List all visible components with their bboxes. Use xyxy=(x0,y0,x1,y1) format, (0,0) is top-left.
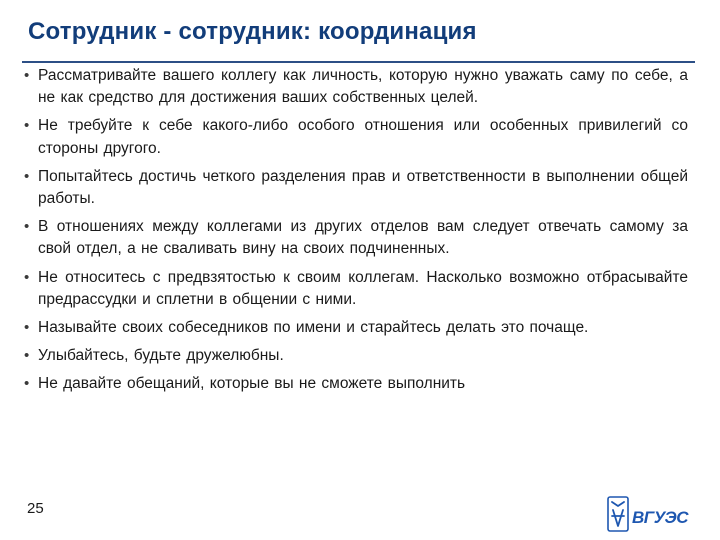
bullet-item xyxy=(24,317,688,339)
bullet-dot-icon: • xyxy=(24,268,30,286)
bullet-text: Рассматривайте вашего коллегу как личность, которую нужно уважать саму по себе, а не как средство для достижения ваших собственных целей. xyxy=(38,67,688,107)
university-logo-icon xyxy=(607,496,697,534)
bullet-dot-icon: • xyxy=(24,67,30,84)
bullet-text: Не требуйте к себе какого-либо особого отношения или особенных привилегий со стороны другого. xyxy=(38,117,688,157)
bullet-dot-icon: • xyxy=(24,218,30,236)
title-divider xyxy=(22,61,695,63)
bullet-text: Попытайтесь достичь четкого разделения прав и ответственности в выполнении общей работы. xyxy=(38,167,688,208)
bullet-dot-icon: • xyxy=(24,347,30,365)
bullet-item xyxy=(24,65,688,109)
page-number: 25 xyxy=(27,500,44,517)
bullet-item xyxy=(24,115,688,159)
bullet-list xyxy=(24,65,688,402)
bullet-dot-icon: • xyxy=(24,167,30,185)
logo-text: ВГУЭС xyxy=(632,508,688,527)
bullet-text: В отношениях между коллегами из других отделов вам следует отвечать самому за свой отдел, а не сваливать вину на своих подчиненных. xyxy=(38,218,688,258)
bullet-dot-icon: • xyxy=(24,117,30,135)
bullet-text: Улыбайтесь, будьте дружелюбны. xyxy=(38,347,284,365)
bullet-dot-icon: • xyxy=(24,319,30,337)
bullet-text: Называйте своих собеседников по имени и старайтесь делать это почаще. xyxy=(38,319,589,337)
bullet-text: Не давайте обещаний, которые вы не сможете выполнить xyxy=(38,375,466,393)
bullet-item xyxy=(24,373,688,395)
bullet-item xyxy=(24,216,688,260)
slide-title: Сотрудник - сотрудник: координация xyxy=(28,18,477,45)
bullet-text: Не относитесь с предвзятостью к своим коллегам. Насколько возможно отбрасывайте предрассудки и сплетни в общении с ними. xyxy=(38,268,688,308)
bullet-item xyxy=(24,345,688,367)
bullet-item xyxy=(24,166,688,210)
bullet-dot-icon: • xyxy=(24,375,30,393)
bullet-item xyxy=(24,267,688,311)
